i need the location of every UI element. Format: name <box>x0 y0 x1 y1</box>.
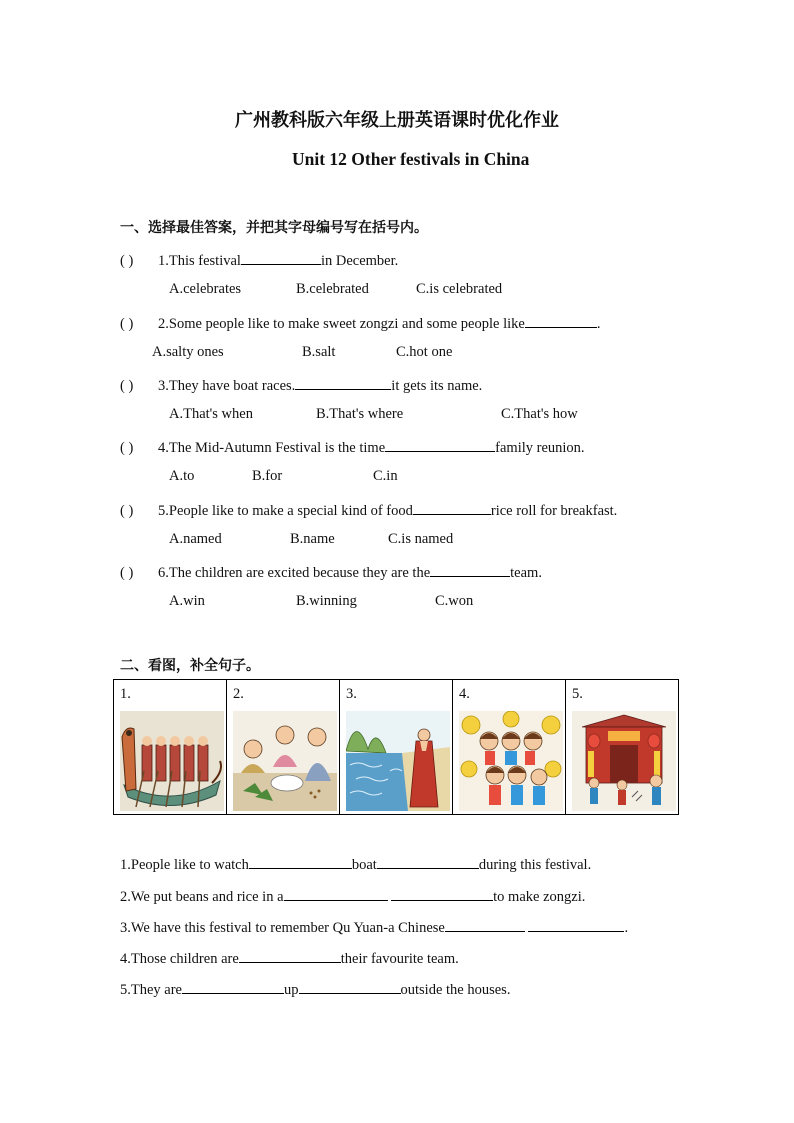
sentence-3: 3.We have this festival to remember Qu Yuan-a Chinese . <box>120 917 628 937</box>
answer-blank[interactable] <box>430 562 510 577</box>
answer-blank[interactable] <box>377 854 479 869</box>
question-4: ( ) 4.The Mid-Autumn Festival is the time family reunion. <box>120 437 585 457</box>
picture-cell <box>566 680 679 815</box>
answer-blank[interactable] <box>239 948 341 963</box>
answer-paren[interactable]: ( ) <box>120 503 134 519</box>
answer-blank[interactable] <box>391 886 493 901</box>
qu-yuan-river-image <box>346 711 450 811</box>
picture-number: 3. <box>346 686 357 702</box>
sentence-2: 2.We put beans and rice in a to make zongzi. <box>120 886 585 906</box>
answer-blank[interactable] <box>413 500 491 515</box>
answer-paren[interactable]: ( ) <box>120 378 134 394</box>
cheering-children-image <box>459 711 563 811</box>
making-zongzi-image <box>233 711 337 811</box>
picture-number: 4. <box>459 686 470 702</box>
answer-blank[interactable] <box>295 375 391 390</box>
q2-option-a: A.salty ones <box>152 344 224 360</box>
answer-blank[interactable] <box>182 979 284 994</box>
section1-heading: 一、选择最佳答案，并把其字母编号写在括号内。 <box>120 220 428 236</box>
answer-paren[interactable]: ( ) <box>120 440 134 456</box>
q1-option-a: A.celebrates <box>169 281 242 297</box>
q6-option-a: A.win <box>169 593 205 609</box>
q3-option-c: C.That's how <box>501 406 578 422</box>
picture-number: 1. <box>120 686 131 702</box>
answer-blank[interactable] <box>525 313 597 328</box>
q1-option-c: C.is celebrated <box>416 281 503 297</box>
answer-blank[interactable] <box>284 886 388 901</box>
picture-number: 2. <box>233 686 244 702</box>
decorated-houses-image <box>572 711 676 811</box>
answer-paren[interactable]: ( ) <box>120 316 134 332</box>
q3-option-b: B.That's where <box>316 406 404 422</box>
answer-blank[interactable] <box>445 917 525 932</box>
answer-blank[interactable] <box>385 437 495 452</box>
unit-subtitle: Unit 12 Other festivals in China <box>292 149 530 169</box>
question-1: ( ) 1.This festival in December. <box>120 250 398 270</box>
answer-blank[interactable] <box>528 917 624 932</box>
question-3: ( ) 3.They have boat races. it gets its name. <box>120 375 482 395</box>
picture-table <box>113 679 679 815</box>
q4-option-b: B.for <box>252 468 283 484</box>
dragon-boat-image <box>120 711 224 811</box>
answer-blank[interactable] <box>241 250 321 265</box>
picture-number: 5. <box>572 686 583 702</box>
question-5: ( ) 5.People like to make a special kind of food rice roll for breakfast. <box>120 500 617 520</box>
answer-blank[interactable] <box>299 979 401 994</box>
q6-option-b: B.winning <box>296 593 357 609</box>
q2-option-c: C.hot one <box>396 344 453 360</box>
answer-paren[interactable]: ( ) <box>120 565 134 581</box>
question-2: ( ) 2.Some people like to make sweet zongzi and some people like . <box>120 313 600 333</box>
q3-option-a: A.That's when <box>169 406 253 422</box>
q6-option-c: C.won <box>435 593 474 609</box>
picture-cell <box>114 680 227 815</box>
q4-option-c: C.in <box>373 468 398 484</box>
question-6: ( ) 6.The children are excited because they are the team. <box>120 562 542 582</box>
sentence-5: 5.They are up outside the houses. <box>120 979 510 999</box>
page-title: 广州教科版六年级上册英语课时优化作业 <box>235 110 559 131</box>
sentence-1: 1.People like to watch boat during this festival. <box>120 854 591 874</box>
section2-heading: 二、看图，补全句子。 <box>120 658 260 674</box>
q1-option-b: B.celebrated <box>296 281 369 297</box>
q5-option-c: C.is named <box>388 531 454 547</box>
answer-paren[interactable]: ( ) <box>120 253 134 269</box>
sentence-4: 4.Those children are their favourite team. <box>120 948 459 968</box>
picture-cell <box>453 680 566 815</box>
answer-blank[interactable] <box>249 854 352 869</box>
q2-option-b: B.salt <box>302 344 336 360</box>
q5-option-a: A.named <box>169 531 222 547</box>
q4-option-a: A.to <box>169 468 195 484</box>
picture-cell <box>227 680 340 815</box>
q5-option-b: B.name <box>290 531 335 547</box>
picture-cell <box>340 680 453 815</box>
